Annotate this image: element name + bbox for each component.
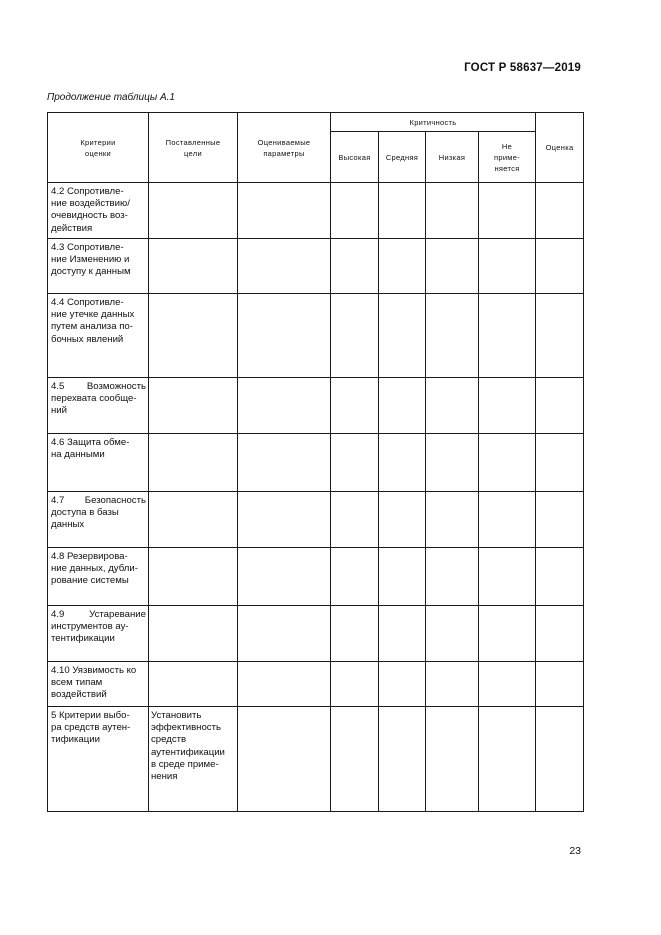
score-cell: [536, 492, 584, 548]
crit-high-cell: [331, 183, 379, 239]
header-crit-medium: Средняя: [379, 132, 426, 183]
criterion-cell: 4.8 Резервирова- ние данных, дубли- рование системы: [48, 548, 149, 606]
goal-cell: [149, 492, 238, 548]
crit-na-cell: [479, 434, 536, 492]
document-code: ГОСТ Р 58637—2019: [464, 62, 581, 74]
params-cell: [238, 606, 331, 662]
crit-na-cell: [479, 294, 536, 378]
goal-cell: [149, 434, 238, 492]
criterion-cell: 4.2 Сопротивле- ние воздействию/ очевидность воз- действия: [48, 183, 149, 239]
table-row: [48, 492, 584, 548]
crit-high-cell: [331, 294, 379, 378]
crit-low-cell: [426, 183, 479, 239]
crit-na-cell: [479, 707, 536, 812]
crit-na-cell: [479, 239, 536, 294]
header-criticality: Критичность: [331, 113, 536, 132]
goal-cell: [149, 239, 238, 294]
params-cell: [238, 434, 331, 492]
crit-na-cell: [479, 606, 536, 662]
table-row: [48, 434, 584, 492]
score-cell: [536, 294, 584, 378]
goal-cell: [149, 662, 238, 707]
crit-low-cell: [426, 606, 479, 662]
crit-medium-cell: [379, 548, 426, 606]
header-crit-na: Не приме- няется: [479, 132, 536, 183]
score-cell: [536, 606, 584, 662]
header-criteria: Критерии оценки: [48, 113, 149, 183]
crit-high-cell: [331, 606, 379, 662]
crit-low-cell: [426, 239, 479, 294]
table-caption: Продолжение таблицы А.1: [47, 92, 175, 103]
params-cell: [238, 707, 331, 812]
criterion-cell: 4.3 Сопротивле- ние Изменению и доступу к данным: [48, 239, 149, 294]
crit-na-cell: [479, 548, 536, 606]
crit-high-cell: [331, 378, 379, 434]
header-params: Оцениваемые параметры: [238, 113, 331, 183]
crit-medium-cell: [379, 294, 426, 378]
criterion-cell: 4.4 Сопротивле- ние утечке данных путем анализа по- бочных явлений: [48, 294, 149, 378]
params-cell: [238, 492, 331, 548]
table-row: [48, 707, 584, 812]
params-cell: [238, 294, 331, 378]
goal-cell: [149, 606, 238, 662]
crit-medium-cell: [379, 662, 426, 707]
params-cell: [238, 378, 331, 434]
crit-high-cell: [331, 707, 379, 812]
score-cell: [536, 434, 584, 492]
crit-medium-cell: [379, 492, 426, 548]
crit-low-cell: [426, 492, 479, 548]
criterion-cell: 4.7 Безопасность доступа в базы данных: [48, 492, 149, 548]
evaluation-table: [47, 112, 584, 812]
crit-high-cell: [331, 548, 379, 606]
criterion-cell: 4.10 Уязвимость ко всем типам воздействий: [48, 662, 149, 707]
crit-low-cell: [426, 662, 479, 707]
crit-high-cell: [331, 492, 379, 548]
goal-cell: [149, 378, 238, 434]
goal-cell: Установить эффективность средств аутентификации в среде приме- нения: [149, 707, 238, 812]
crit-medium-cell: [379, 606, 426, 662]
crit-low-cell: [426, 707, 479, 812]
criterion-cell: 5 Критерии выбо- ра средств аутен- тификации: [48, 707, 149, 812]
table-row: [48, 606, 584, 662]
page-number: 23: [569, 845, 581, 857]
table-row: [48, 548, 584, 606]
crit-na-cell: [479, 492, 536, 548]
crit-low-cell: [426, 378, 479, 434]
criterion-cell: 4.6 Защита обме- на данными: [48, 434, 149, 492]
crit-high-cell: [331, 434, 379, 492]
goal-cell: [149, 548, 238, 606]
table-row: [48, 378, 584, 434]
criterion-cell: 4.5 Возможность перехвата сообще- ний: [48, 378, 149, 434]
goal-cell: [149, 294, 238, 378]
crit-low-cell: [426, 434, 479, 492]
criterion-cell: 4.9 Устаревание инструментов ау- тентификации: [48, 606, 149, 662]
table-row: [48, 183, 584, 239]
header-goals: Поставленные цели: [149, 113, 238, 183]
score-cell: [536, 239, 584, 294]
table-row: [48, 662, 584, 707]
header-crit-high: Высокая: [331, 132, 379, 183]
score-cell: [536, 378, 584, 434]
params-cell: [238, 239, 331, 294]
crit-low-cell: [426, 548, 479, 606]
crit-medium-cell: [379, 378, 426, 434]
goal-cell: [149, 183, 238, 239]
score-cell: [536, 548, 584, 606]
crit-high-cell: [331, 239, 379, 294]
crit-na-cell: [479, 183, 536, 239]
table-row: [48, 294, 584, 378]
crit-high-cell: [331, 662, 379, 707]
table-row: [48, 239, 584, 294]
score-cell: [536, 183, 584, 239]
header-score: Оценка: [536, 113, 584, 183]
params-cell: [238, 183, 331, 239]
params-cell: [238, 548, 331, 606]
score-cell: [536, 707, 584, 812]
header-crit-low: Низкая: [426, 132, 479, 183]
crit-na-cell: [479, 378, 536, 434]
crit-low-cell: [426, 294, 479, 378]
score-cell: [536, 662, 584, 707]
crit-medium-cell: [379, 239, 426, 294]
crit-na-cell: [479, 662, 536, 707]
crit-medium-cell: [379, 183, 426, 239]
params-cell: [238, 662, 331, 707]
crit-medium-cell: [379, 707, 426, 812]
crit-medium-cell: [379, 434, 426, 492]
